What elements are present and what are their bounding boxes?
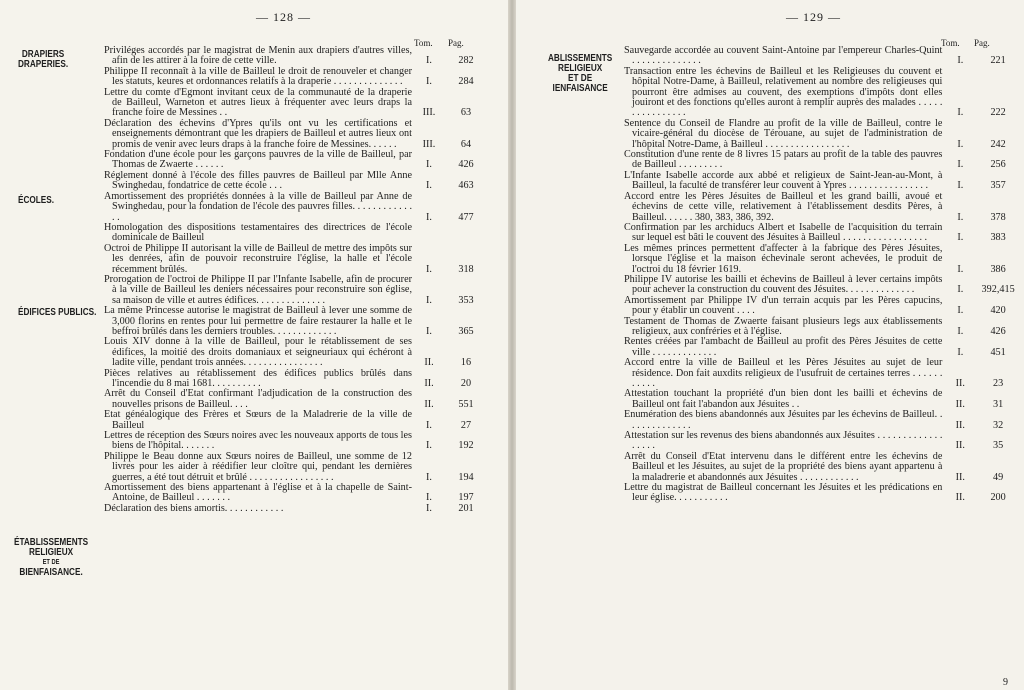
entry-text: L'Infante Isabelle accorde aux abbé et religieux de Saint-Jean-au-Mont, à Bailleul, la faculté de transférer leur couvent à Ypres . . . . . . . . . . . . . . . . xyxy=(624,169,943,192)
entry-text: Arrêt du Conseil d'Etat intervenu dans le différent entre les échevins de Bailleul et les Jésuites, au sujet de la propriété des biens ayant appartenu à la maladrerie et abandonnés aux Jésuites . . . . . . . . . . . . xyxy=(624,450,943,483)
section-line: ET DE xyxy=(42,559,60,566)
index-entry xyxy=(104,275,500,306)
entry-text: Pièces relatives au rétablissement des édifices publics brûlés dans l'incendie du 8 mai 1681. . . . . . . . . . xyxy=(104,367,412,389)
index-entry xyxy=(624,223,1018,244)
entry-tome: II. xyxy=(955,398,965,410)
entry-list xyxy=(104,46,500,514)
index-entry xyxy=(624,244,1018,275)
entry-text: Amortissement des biens appartenant à l'église et à la chapelle de Saint-Antoine, de Bailleul . . . . . . . xyxy=(104,482,412,504)
entry-text: Enumération des biens abandonnés aux Jésuites par les échevins de Bailleul. . . . . . . . . . . . . . xyxy=(624,409,943,431)
entry-tome: I. xyxy=(957,284,964,296)
entry-tome: II. xyxy=(424,357,434,369)
entry-page: 222 xyxy=(990,107,1006,119)
page-number: — 128 — xyxy=(256,10,311,24)
entry-page: 426 xyxy=(458,159,474,171)
page-number: — 129 — xyxy=(786,10,841,24)
entry-page: 426 xyxy=(990,325,1006,337)
entry-page: 284 xyxy=(458,76,474,88)
section-heading-etablissements xyxy=(14,538,88,578)
section-heading-ecoles xyxy=(18,196,54,206)
index-entry xyxy=(104,150,500,171)
entry-tome: I. xyxy=(957,159,964,171)
index-entry xyxy=(624,483,1018,504)
entry-text: Testament de Thomas de Zwaerte faisant plusieurs legs aux établissements religieux, aux confréries et à l'église. xyxy=(624,315,943,337)
entry-tome: I. xyxy=(426,76,432,88)
entry-list xyxy=(624,46,1018,504)
entry-page: 64 xyxy=(460,138,472,150)
index-entry xyxy=(624,296,1018,317)
entry-tome: I. xyxy=(426,419,432,431)
entry-tome: I. xyxy=(957,180,964,192)
entry-text: Les mêmes princes permettent d'affecter à la fabrique des Pères Jésuites, lorsque l'église et la maison échevinale seront achevées, le produit de l'octroi du 18 février 1619. xyxy=(624,242,943,275)
section-line: ABLISSEMENTS xyxy=(548,53,613,64)
entry-page: 318 xyxy=(458,263,474,275)
entry-tome: I. xyxy=(426,263,432,275)
entry-page: 192 xyxy=(458,440,474,452)
section-line: ÉTABLISSEMENTS xyxy=(14,537,89,548)
entry-tome: II. xyxy=(955,492,965,504)
entry-tome: I. xyxy=(957,325,964,337)
entry-tome: I. xyxy=(957,55,964,67)
entry-tome: I. xyxy=(957,305,964,317)
entry-page: 477 xyxy=(458,211,474,223)
column-header-tom: Tom. xyxy=(414,38,433,48)
entry-tome: I. xyxy=(426,502,432,514)
entry-text: Prorogation de l'octroi de Philippe II par l'Infante Isabelle, afin de procurer à la ville de Bailleul les deniers nécessaires pour reconstruire son église, sa maison de ville et autres édifices. . . . . . . . . . . . . . xyxy=(104,273,412,306)
corner-mark: 9 xyxy=(1003,677,1008,688)
entry-page: 16 xyxy=(460,357,472,369)
entry-text: Réglement donné à l'école des filles pauvres de Bailleul par Mlle Anne Swinghedau, fondatrice de cette école . . . xyxy=(104,169,412,192)
index-entry xyxy=(104,431,500,452)
entry-text: Philippe le Beau donne aux Sœurs noires de Bailleul, une somme de 12 livres pour les aider à réédifier leur cloître qui, pendant les dernières guerres, a été tout détruit et brûlé . . . . . . . . . . . . . . . . . xyxy=(104,450,412,483)
entry-text: Attestation sur les revenus des biens abandonnés aux Jésuites . . . . . . . . . . . . . . . . . . xyxy=(624,430,943,452)
entry-tome: II. xyxy=(955,419,965,431)
entry-page: 282 xyxy=(458,55,474,67)
entry-tome: I. xyxy=(957,263,964,275)
entry-tome: I. xyxy=(426,294,432,306)
index-entry xyxy=(104,67,500,88)
entry-page: 221 xyxy=(990,55,1006,67)
section-heading-drapiers xyxy=(18,50,68,70)
entry-text: Constitution d'une rente de 8 livres 15 patars au profit de la table des pauvres de Bailleul . . . . . . . . . xyxy=(624,149,943,171)
entry-tome: I. xyxy=(957,211,964,223)
index-entry xyxy=(624,337,1018,358)
index-entry xyxy=(104,223,500,244)
index-entry xyxy=(104,504,500,514)
index-entry xyxy=(624,119,1018,150)
entry-tome: I. xyxy=(426,180,432,192)
index-entry xyxy=(104,483,500,504)
entry-text: Louis XIV donne à la ville de Bailleul, pour le rétablissement de ses édifices, la moitié des droits domaniaux et seigneuriaux qui échéront à ladite ville, pendant trois années. . . . . . . . . . . . . . . . xyxy=(104,336,412,369)
entry-text: Fondation d'une école pour les garçons pauvres de la ville de Bailleul, par Thomas de Zwaerte . . . . . . xyxy=(104,149,412,171)
entry-page: 420 xyxy=(990,305,1006,317)
entry-page: 20 xyxy=(460,378,472,389)
column-header-pag: Pag. xyxy=(448,38,464,48)
entry-tome: I. xyxy=(957,232,964,244)
section-line: DRAPERIES. xyxy=(18,59,69,70)
entry-text: Etat généalogique des Frères et Sœurs de la Maladrerie de la ville de Bailleul xyxy=(104,409,412,431)
entry-tome: II. xyxy=(955,471,965,483)
index-entry xyxy=(624,317,1018,338)
entry-page: 383 xyxy=(990,232,1006,244)
column-header-tom: Tom. xyxy=(941,38,960,48)
entry-page: 200 xyxy=(990,492,1006,504)
section-line: BIENFAISANCE. xyxy=(19,567,83,578)
index-entry xyxy=(104,192,500,223)
entry-tome: I. xyxy=(426,440,432,452)
entry-tome: I. xyxy=(957,107,964,119)
entry-tome: I. xyxy=(957,346,964,358)
section-line: IENFAISANCE xyxy=(552,83,608,94)
index-entry xyxy=(624,410,1018,431)
entry-tome: I. xyxy=(426,159,432,171)
entry-text: Lettre du magistrat de Bailleul concernant les Jésuites et les prédications en leur église. . . . . . . . . . . xyxy=(624,482,943,504)
entry-page: 27 xyxy=(460,419,472,431)
section-line: ÉDIFICES PUBLICS. xyxy=(18,307,97,318)
entry-page: 357 xyxy=(990,180,1006,192)
entry-page: 32 xyxy=(993,419,1004,431)
index-entry xyxy=(104,410,500,431)
entry-tome: II. xyxy=(955,378,965,389)
entry-page: 23 xyxy=(993,378,1004,389)
entry-text: Arrêt du Conseil d'Etat confirmant l'adjudication de la construction des nouvelles prisons de Bailleul. . . . xyxy=(104,388,412,410)
entry-tome: I. xyxy=(426,55,432,67)
entry-page: 197 xyxy=(458,492,474,504)
entry-tome: I. xyxy=(426,492,432,504)
entry-text: Octroi de Philippe II autorisant la ville de Bailleul de mettre des impôts sur les denrées, afin de pouvoir reconstruire l'église, la halle et l'école récemment brûlés. xyxy=(104,242,412,275)
entry-tome: III. xyxy=(422,138,436,150)
index-entry xyxy=(624,452,1018,483)
entry-page: 63 xyxy=(460,107,472,119)
index-entry xyxy=(624,67,1018,119)
entry-tome: III. xyxy=(422,107,436,119)
entry-text: Philippe II reconnaît à la ville de Bailleul le droit de renouveler et changer les statuts, keures et ordonnances relatifs à la draperie . . . . . . . . . . . . . . xyxy=(104,65,412,88)
entry-text: Confirmation par les archiducs Albert et Isabelle de l'acquisition du terrain sur lequel est bâti le couvent des Jésuites à Bailleul . . . . . . . . . . . . . . . . . xyxy=(624,221,943,244)
index-entry xyxy=(104,119,500,150)
index-entry xyxy=(624,192,1018,223)
index-entry xyxy=(624,150,1018,171)
entry-text: Amortissement par Philippe IV d'un terrain acquis par les Pères capucins, pour y établir un couvent . . . . xyxy=(624,294,943,317)
index-entry xyxy=(104,171,500,192)
index-entry xyxy=(104,46,500,67)
entry-page: 353 xyxy=(458,294,474,306)
section-line: ÉCOLES. xyxy=(18,195,55,206)
entry-tome: II. xyxy=(424,398,434,410)
entry-text: Déclaration des biens amortis. . . . . . . . . . . . xyxy=(104,502,284,514)
index-entry xyxy=(104,306,500,337)
entry-text: Rentes créées par l'ambacht de Bailleul au profit des Pères Jésuites de cette ville . . . . . . . . . . . . . xyxy=(624,336,943,358)
left-page xyxy=(0,0,508,690)
entry-page: 451 xyxy=(990,346,1006,358)
book-gutter xyxy=(508,0,516,690)
index-entry xyxy=(104,389,500,410)
entry-page: 463 xyxy=(458,180,474,192)
entry-text: Accord entre la ville de Bailleul et les Pères Jésuites au sujet de leur résidence. Don fait auxdits religieux de l'usufruit de certaines terres . . . . . . . . . . . xyxy=(624,357,943,389)
index-entry xyxy=(624,275,1018,296)
entry-tome: I. xyxy=(426,211,432,223)
entry-page: 378 xyxy=(990,211,1006,223)
entry-tome: II. xyxy=(955,440,965,452)
entry-page: 386 xyxy=(990,263,1006,275)
entry-text: Déclaration des échevins d'Ypres qu'ils ont vu les certifications et enseignements démontrant que les drapiers de Bailleul et autres lieux ont promis de venir avec leurs draps à la franche foire de Messines. . . . . . xyxy=(104,117,412,150)
index-entry xyxy=(624,389,1018,410)
entry-tome: I. xyxy=(957,138,964,150)
entry-text: Homologation des dispositions testamentaires des directrices de l'école dominicale de Bailleul xyxy=(104,221,412,244)
index-entry xyxy=(624,431,1018,452)
entry-page: 256 xyxy=(990,159,1006,171)
entry-text: Accord entre les Pères Jésuites de Bailleul et les grand bailli, avoué et échevins de cette ville, relativement à l'établissement desdits Pères, à Bailleul. . . . . . 380, 383, 386, 392. xyxy=(624,190,943,223)
entry-text: Philippe IV autorise les bailli et échevins de Bailleul à lever certains impôts pour achever la construction du couvent des Jésuites. . . . . . . . . . . . . . xyxy=(624,273,943,296)
entry-text: Transaction entre les échevins de Bailleul et les Religieuses du couvent et hôpital Notre-Dame, à Bailleul, relativement au nombre des religieuses qui pourront être admises au couvent, des exemptions d'impôts dont elles jouiront et des fonctions qu'elles auront à remplir auprès des malades . . . . . . . . . . . . . . . . xyxy=(624,65,943,119)
section-line: RELIGIEUX xyxy=(28,547,74,558)
entry-page: 201 xyxy=(458,502,474,514)
entry-text: Amortissement des propriétés données à la ville de Bailleul par Anne de Swinghedau, pour la fondation de l'école des pauvres filles. . . . . . . . . . . . . . xyxy=(104,190,412,223)
entry-text: Sauvegarde accordée au couvent Saint-Antoine par l'empereur Charles-Quint . . . . . . . . . . . . . . xyxy=(624,45,943,67)
entry-text: Lettre du comte d'Egmont invitant ceux de la communauté de la draperie de Bailleul, Warneton et autres lieux à fréquenter avec leurs draps la franche foire de Messines . . xyxy=(104,86,412,119)
index-entry xyxy=(104,452,500,483)
entry-page: 392,415 xyxy=(981,284,1015,296)
right-page xyxy=(516,0,1024,690)
index-entry xyxy=(104,88,500,119)
entry-text: La même Princesse autorise le magistrat de Bailleul à lever une somme de 3,000 florins en rentes pour lui permettre de faire restaurer la halle et le beffroi brûlés dans les derniers troubles. . . . . . . . . . . . . xyxy=(104,305,412,337)
entry-tome: I. xyxy=(426,325,432,337)
entry-page: 31 xyxy=(993,398,1004,410)
entry-page: 194 xyxy=(458,471,474,483)
index-entry xyxy=(624,46,1018,67)
entry-text: Attestation touchant la propriété d'un bien dont les bailli et échevins de Bailleul ont fait l'abandon aux Jésuites . . xyxy=(624,388,943,410)
section-heading-etablissements-cont xyxy=(548,54,612,94)
section-line: RELIGIEUX xyxy=(558,63,603,74)
entry-page: 242 xyxy=(990,138,1006,150)
entry-text: Sentence du Conseil de Flandre au profit de la ville de Bailleul, contre le vicaire-général du diocèse de Térouane, au sujet de l'administration de l'hôpital Notre-Dame, à Bailleul . . . . . . . . . . . . . . . . . xyxy=(624,117,943,150)
entry-text: Priviléges accordés par le magistrat de Menin aux drapiers d'autres villes, afin de les attirer à la foire de cette ville. xyxy=(104,45,412,67)
entry-page: 551 xyxy=(458,398,474,410)
entry-page: 35 xyxy=(993,440,1004,452)
index-entry xyxy=(624,171,1018,192)
entry-page: 365 xyxy=(458,325,474,337)
section-heading-edifices-publics xyxy=(18,308,96,318)
index-entry xyxy=(104,369,500,390)
entry-page: 49 xyxy=(993,471,1004,483)
entry-tome: I. xyxy=(426,471,432,483)
index-entry xyxy=(104,244,500,275)
section-line: ET DE xyxy=(568,73,593,84)
section-line: DRAPIERS xyxy=(21,49,65,60)
entry-tome: II. xyxy=(424,378,434,389)
entry-text: Lettres de réception des Sœurs noires avec les nouveaux apports de tous les biens de l'hôpital. . . . . . . xyxy=(104,430,412,452)
index-entry xyxy=(104,337,500,368)
index-entry xyxy=(624,358,1018,389)
column-header-pag: Pag. xyxy=(974,38,990,48)
